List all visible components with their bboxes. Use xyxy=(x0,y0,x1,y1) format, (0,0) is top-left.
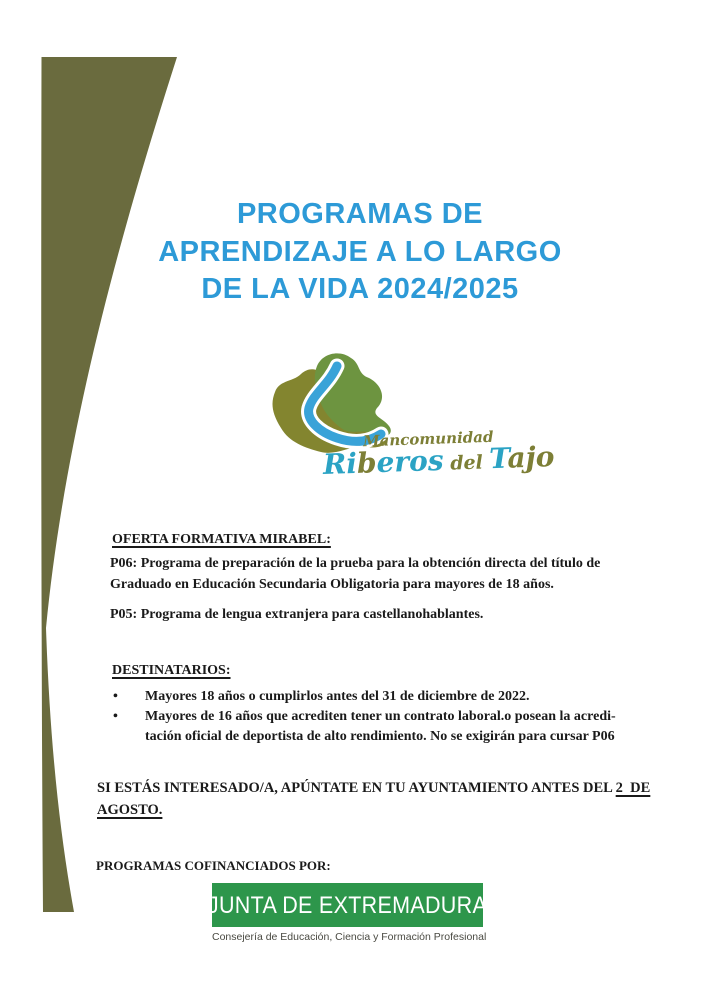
bullet-2-line-2: tación oficial de deportista de alto rendimiento. No se exigirán para cursar P06 xyxy=(145,729,615,744)
title-line-2: APRENDIZAJE A LO LARGO xyxy=(158,235,562,268)
wordmark-seg: T xyxy=(488,441,509,476)
destinatarios-list xyxy=(113,687,658,747)
cta-date-underlined: 2 DE xyxy=(615,780,651,796)
list-item xyxy=(113,687,658,707)
bullet-2-text xyxy=(145,707,616,747)
cta-line-1-normal: SI ESTÁS INTERESADO/A, APÚNTATE EN TU AYUNTAMIENTO ANTES DEL xyxy=(97,780,616,796)
list-item xyxy=(113,707,658,747)
cta-line-2-underlined: AGOSTO. xyxy=(97,801,163,818)
bullet-1-text: Mayores 18 años o cumplirlos antes del 31 de diciembre de 2022. xyxy=(145,689,530,704)
title-line-3: DE LA VIDA 2024/2025 xyxy=(201,273,519,305)
wordmark-seg: eros xyxy=(375,443,445,480)
junta-banner-text: JUNTA DE EXTREMADURA xyxy=(207,891,488,918)
cta-text xyxy=(97,778,657,821)
wordmark-seg: del xyxy=(443,451,490,475)
logo-wordmark xyxy=(322,440,554,481)
mancomunidad-logo xyxy=(263,350,555,500)
bullet-2-line-1: Mayores de 16 años que acrediten tener un contrato laboral.o posean la acredi- xyxy=(145,709,616,724)
cofinanced-label: PROGRAMAS COFINANCIADOS POR: xyxy=(96,858,331,873)
p06-paragraph xyxy=(110,553,655,595)
oferta-heading: OFERTA FORMATIVA MIRABEL: xyxy=(112,532,331,547)
logo-org-name: Mancomunidad xyxy=(362,427,494,451)
junta-caption: Consejería de Educación, Ciencia y Formación Profesional xyxy=(212,931,487,943)
page-title xyxy=(60,196,660,309)
destinatarios-heading: DESTINATARIOS: xyxy=(112,663,231,678)
wordmark-seg: Ri xyxy=(322,446,358,482)
title-line-1: PROGRAMAS DE xyxy=(236,198,484,230)
bullet-icon: • xyxy=(113,689,118,704)
junta-extremadura-banner xyxy=(207,883,488,927)
p05-paragraph: P05: Programa de lengua extranjera para castellanohablantes. xyxy=(110,607,484,622)
wordmark-seg: ajo xyxy=(506,439,555,475)
p06-line-2: Graduado en Educación Secundaria Obligatoria para mayores de 18 años. xyxy=(110,577,554,592)
p06-line-1: P06: Programa de preparación de la prueba para la obtención directa del título de xyxy=(110,556,601,571)
bullet-icon: • xyxy=(113,709,118,724)
wordmark-seg: b xyxy=(356,446,378,480)
